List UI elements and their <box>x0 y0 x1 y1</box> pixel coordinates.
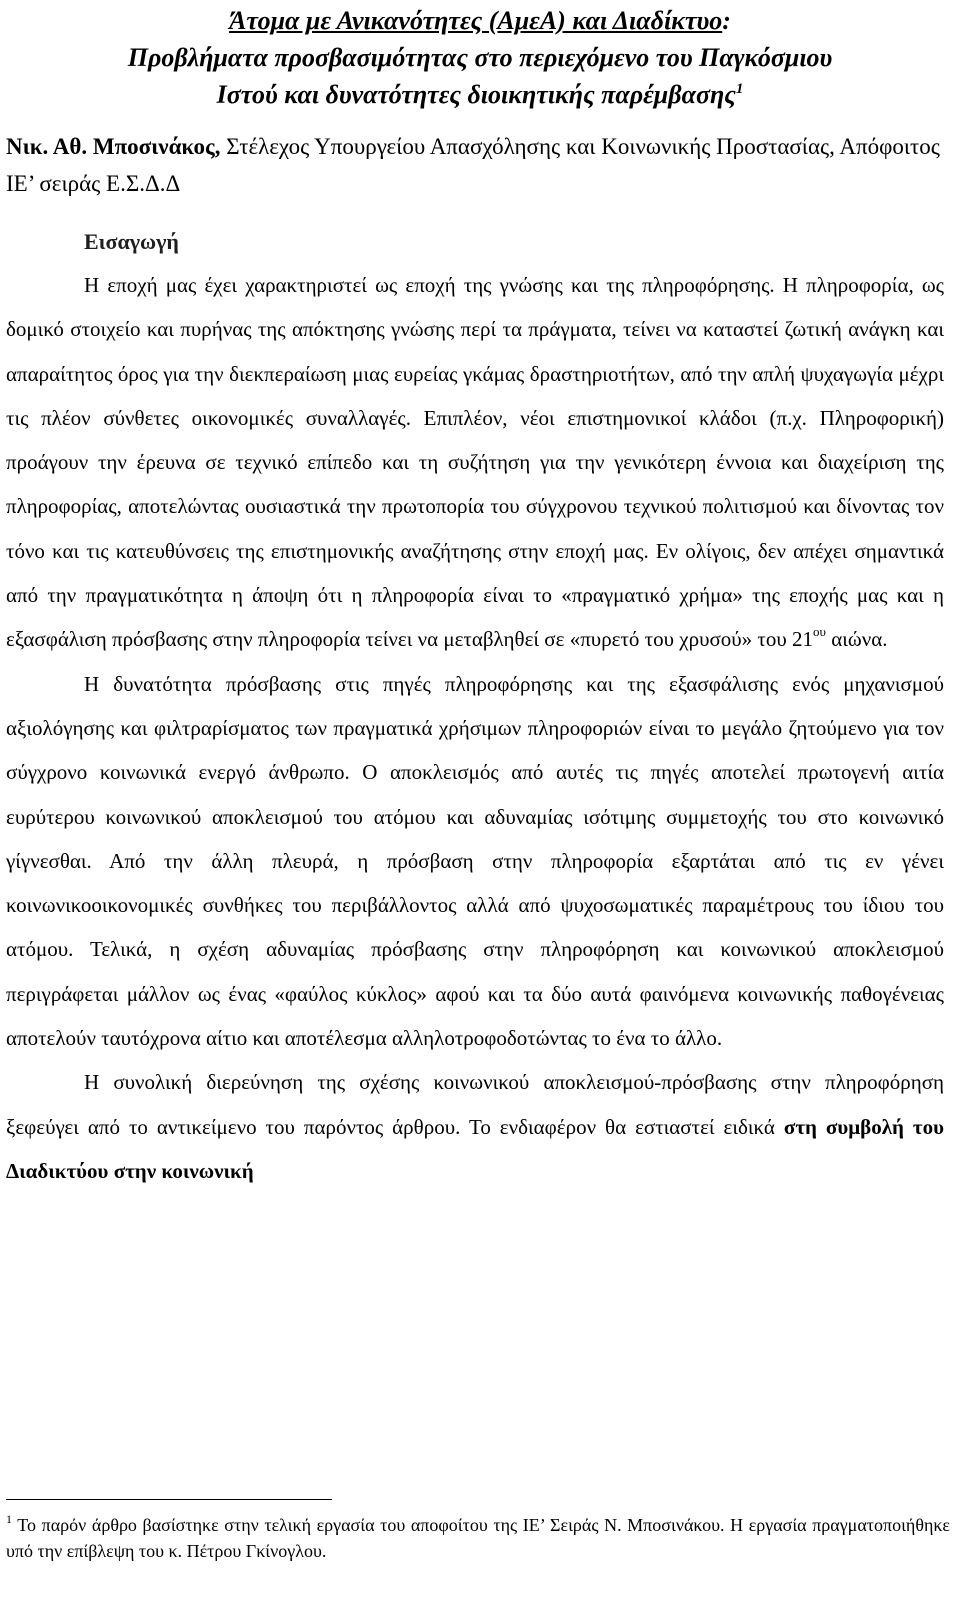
title-main: Άτομα με Ανικανότητες (ΑμεΑ) και Διαδίκτυο <box>229 6 723 35</box>
footnote-mark: 1 <box>6 1512 12 1526</box>
paragraph-2: Η δυνατότητα πρόσβασης στις πηγές πληροφόρησης και της εξασφάλισης ενός μηχανισμού αξιολόγησης και φιλτραρίσματος των πραγματικά χρήσιμων πληροφοριών είναι το μεγάλο ζητούμενο για τον σύγχρονο κοινωνικά ενεργό άνθρωπο. Ο αποκλεισμός από αυτές τις πηγές αποτελεί πρωτογενή αιτία ευρύτερου κοινωνικού αποκλεισμού του ατόμου και αδυναμίας ισότιμης συμμετοχής του στο κοινωνικό γίγνεσθαι. Από την άλλη πλευρά, η πρόσβαση στην πληροφορία εξαρτάται από τις εν γένει κοινωνικοοικονομικές συνθήκες του περιβάλλοντος αλλά από ψυχοσωματικές παραμέτρους του ίδιου του ατόμου. Τελικά, η σχέση αδυναμίας πρόσβασης στην πληροφόρηση και κοινωνικού αποκλεισμού περιγράφεται μάλλον ως ένας «φαύλος κύκλος» αφού και τα δύο αυτά φαινόμενα κοινωνικής παθογένειας αποτελούν ταυτόχρονα αίτιο και αποτέλεσμα αλληλοτροφοδοτώντας το ένα το άλλο. <box>6 671 944 1051</box>
paragraph-1-text: Η εποχή μας έχει χαρακτηριστεί ως εποχή της γνώσης και της πληροφόρησης. Η πληροφορία, ως δομικό στοιχείο και πυρήνας της απόκτησης γνώσης περί τα πράγματα, τείνει να καταστεί ζωτική ανάγκη και απαραίτητος όρος για την διεκπεραίωση μιας ευρείας γκάμας δραστηριοτήτων, από την απλή ψυχαγωγία μέχρι τις πλέον σύνθετες οικονομικές συναλλαγές. Επιπλέον, νέοι επιστημονικοί κλάδοι (π.χ. Πληροφορική) προάγουν την έρευνα σε τεχνικό επίπεδο και τη συζήτηση για την γενικότερη έννοια και διαχείριση της πληροφορίας, αποτελώντας ουσιαστικά την πρωτοπορία του σύγχρονου τεχνικού πολιτισμού και δίνοντας τον τόνο και τις κατευθύνσεις της επιστημονικής αναζήτησης στην εποχή μας. Εν ολίγοις, δεν απέχει σημαντικά από την πραγματικότητα η άποψη ότι η πληροφορία είναι το «πραγματικό χρήμα» της εποχής μας και η εξασφάλιση πρόσβασης στην πληροφορία τείνει να μεταβληθεί σε «πυρετό του χρυσού» του 21 <box>6 273 944 652</box>
title-line-2: Προβλήματα προσβασιμότητας στο περιεχόμενο του Παγκόσμιου <box>127 43 833 72</box>
title-footnote-mark: 1 <box>735 81 744 97</box>
paragraph-3-bold: στη συμβολή του Διαδικτύου στην κοινωνική <box>6 1114 944 1183</box>
author-byline <box>6 128 946 202</box>
footnote <box>6 1512 950 1564</box>
title-colon: : <box>722 6 731 35</box>
paragraph-3 <box>6 1060 944 1193</box>
paragraph-1-end: αιώνα. <box>825 627 888 652</box>
article-title <box>0 2 960 113</box>
paragraph-3-text: Η συνολική διερεύνηση της σχέσης κοινωνικού αποκλεισμού-πρόσβασης στην πληροφόρηση ξεφεύγει από το αντικείμενο του παρόντος άρθρου. Το ενδιαφέρον θα εστιαστεί ειδικά <box>6 1070 944 1139</box>
century-suffix: ου <box>813 624 826 640</box>
title-line-3: Ιστού και δυνατότητες διοικητικής παρέμβασης <box>216 80 736 109</box>
author-name: Νικ. Αθ. Μποσινάκος, <box>6 134 221 159</box>
body-text <box>6 263 944 1193</box>
paragraph-1 <box>6 263 944 662</box>
author-affiliation: Στέλεχος Υπουργείου Απασχόλησης και Κοινωνικής Προστασίας, Απόφοιτος ΙΕ’ σειράς Ε.Σ.Δ.Δ <box>6 134 940 196</box>
footnote-text: Το παρόν άρθρο βασίστηκε στην τελική εργασία του αποφοίτου της ΙΕ’ Σειράς Ν. Μποσινάκου. Η εργασία πραγματοποιήθηκε υπό την επίβλεψη του κ. Πέτρου Γκίνογλου. <box>6 1515 950 1561</box>
footnote-separator <box>6 1499 332 1500</box>
section-heading: Εισαγωγή <box>84 229 179 254</box>
